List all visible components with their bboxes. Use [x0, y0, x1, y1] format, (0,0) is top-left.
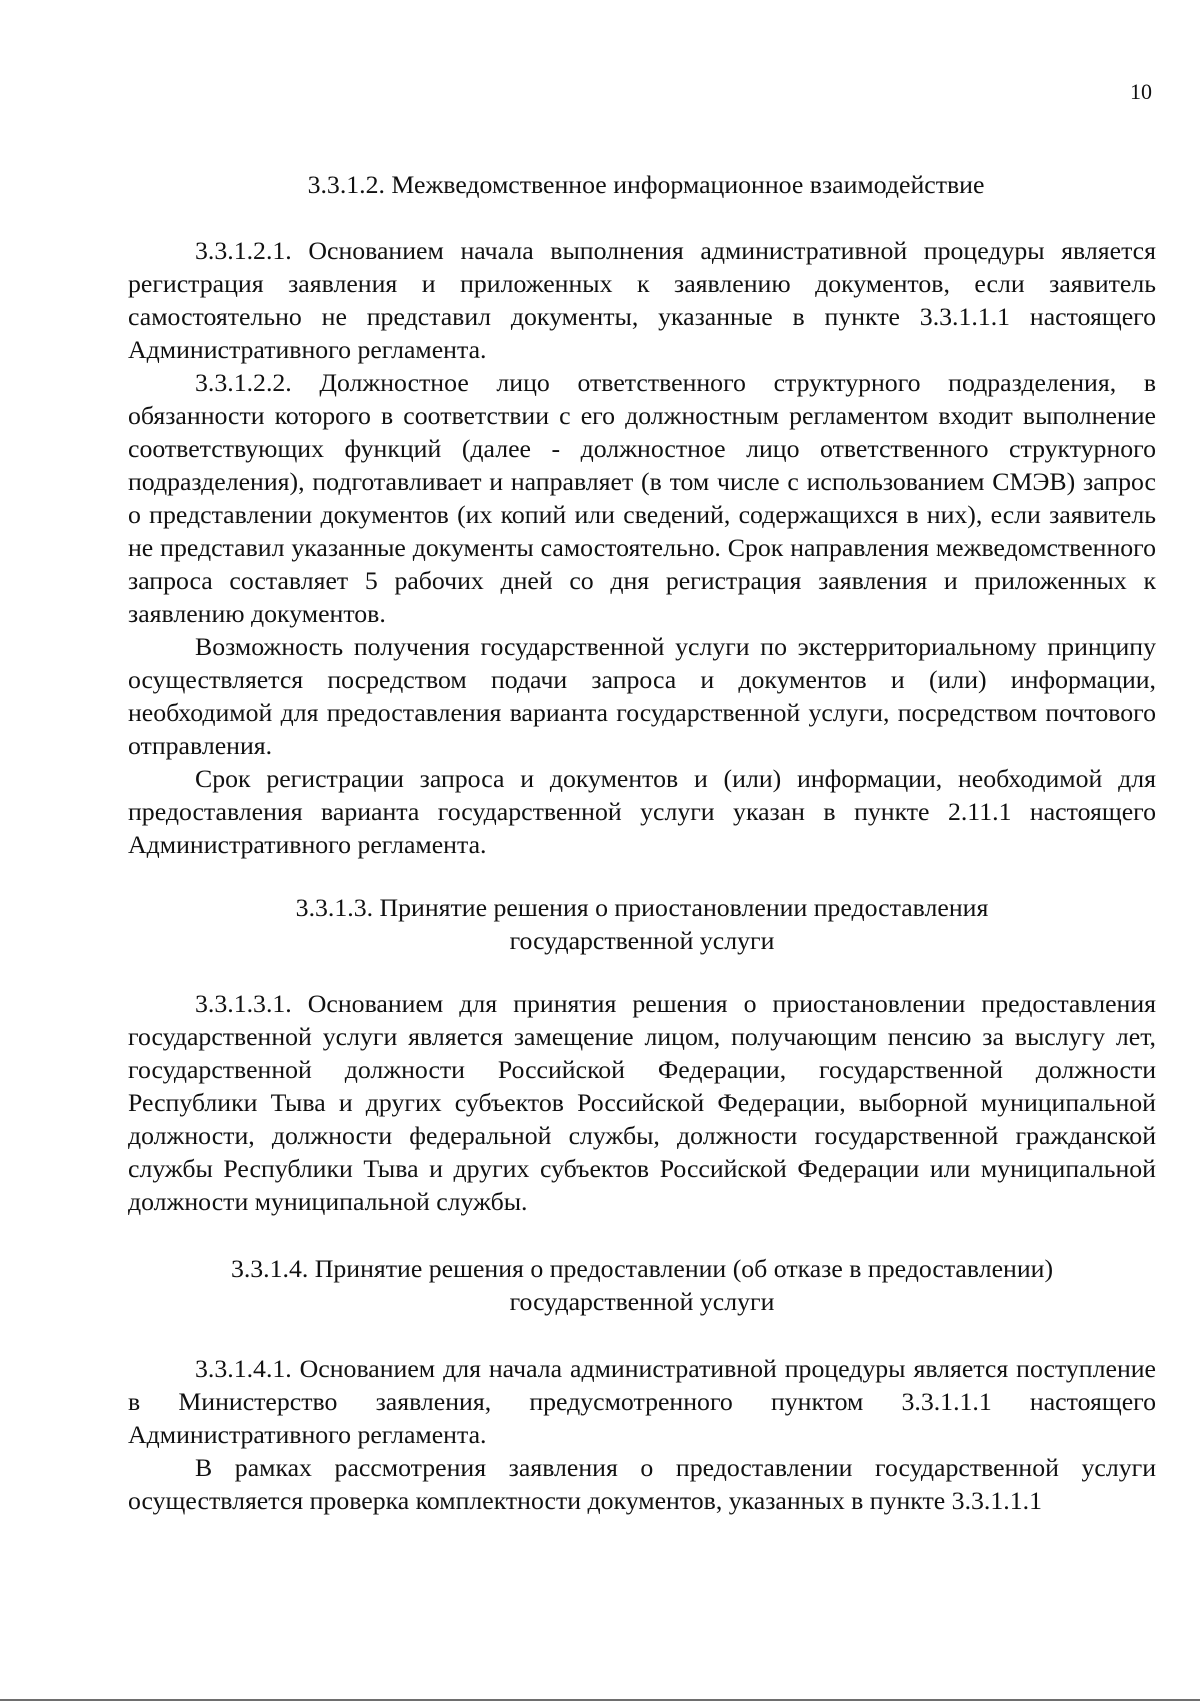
paragraph-extraterritorial: Возможность получения государственной услуги по экстерриториальному принципу осуществляется посредством подачи запроса и документов и (или) информации, необходимой для предоставления варианта государственной услуги, посредством почтового отправления.	[128, 632, 1156, 760]
section-heading-suspension-line-2: государственной услуги	[509, 926, 775, 955]
section-heading-decision	[128, 1252, 1156, 1318]
paragraph-3-3-1-2-1: 3.3.1.2.1. Основанием начала выполнения административной процедуры является регистрация заявления и приложенных к заявлению документов, если заявитель самостоятельно не представил документы, указанные в пункте 3.3.1.1.1 настоящего Административного регламента.	[128, 236, 1156, 364]
paragraph-3-3-1-4-1: 3.3.1.4.1. Основанием для начала административной процедуры является поступление в Министерство заявления, предусмотренного пунктом 3.3.1.1.1 настоящего Административного регламента.	[128, 1354, 1156, 1449]
document-body	[128, 168, 1156, 1517]
paragraph-registration-term: Срок регистрации запроса и документов и (или) информации, необходимой для предоставления варианта государственной услуги указан в пункте 2.11.1 настоящего Административного регламента.	[128, 764, 1156, 859]
paragraph-3-3-1-2-2: 3.3.1.2.2. Должностное лицо ответственного структурного подразделения, в обязанности которого в соответствии с его должностным регламентом входит выполнение соответствующих функций (далее - должностное лицо ответственного структурного подразделения), подготавливает и направляет (в том числе с использованием СМЭВ) запрос о представлении документов (их копий или сведений, содержащихся в них), если заявитель не представил указанные документы самостоятельно. Срок направления межведомственного запроса составляет 5 рабочих дней со дня регистрация заявления и приложенных к заявлению документов.	[128, 368, 1156, 628]
scan-edge-line	[0, 1699, 1200, 1701]
section-heading-suspension-line-1: 3.3.1.3. Принятие решения о приостановлении предоставления	[295, 893, 989, 922]
section-heading-suspension	[128, 891, 1156, 957]
section-heading-decision-line-2: государственной услуги	[509, 1287, 775, 1316]
paragraph-completeness-check: В рамках рассмотрения заявления о предоставлении государственной услуги осуществляется проверка комплектности документов, указанных в пункте 3.3.1.1.1	[128, 1453, 1156, 1515]
section-heading-decision-line-1: 3.3.1.4. Принятие решения о предоставлении (об отказе в предоставлении)	[230, 1254, 1054, 1283]
section-heading-interagency: 3.3.1.2. Межведомственное информационное взаимодействие	[307, 170, 985, 199]
page-number: 10	[1130, 79, 1152, 104]
paragraph-3-3-1-3-1: 3.3.1.3.1. Основанием для принятия решения о приостановлении предоставления государственной услуги является замещение лицом, получающим пенсию за выслугу лет, государственной должности Российской Федерации, государственной должности Республики Тыва и других субъектов Российской Федерации, выборной муниципальной должности, должности федеральной службы, должности государственной гражданской службы Республики Тыва и других субъектов Российской Федерации или муниципальной должности муниципальной службы.	[128, 989, 1156, 1216]
